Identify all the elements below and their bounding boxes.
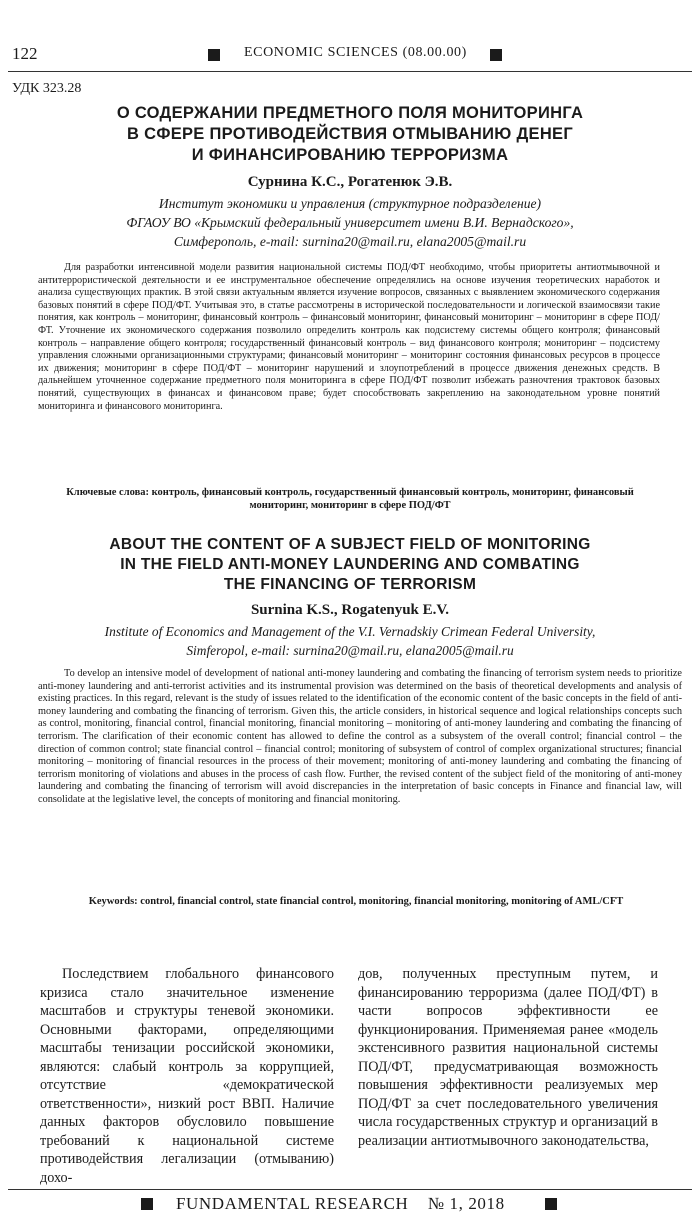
page-header bbox=[8, 40, 692, 70]
title-line: THE FINANCING OF TERRORISM bbox=[223, 576, 477, 593]
page-footer bbox=[0, 1193, 700, 1217]
affiliation-ru bbox=[0, 194, 700, 251]
affiliation-line: Institute of Economics and Management of the V.I. Vernadskiy Crimean Federal University, bbox=[104, 624, 596, 639]
keywords-ru: Ключевые слова: контроль, финансовый контроль, государственный финансовый контроль, мониторинг, финансовый мониторинг, мониторинг в сфере ПОД/ФТ bbox=[66, 487, 634, 511]
article-title-en bbox=[40, 535, 660, 595]
abstract-ru: Для разработки интенсивной модели развития национальной системы ПОД/ФТ необходимо, чтобы приоритеты антиотмывочной и антитеррористической деятельности и ее инструментальное обеспечение определялись на основе изучения теоретических наработок и анализа существующих практик. В этой связи актуальным является изучение вопросов, связанных с выявлением экономического содержания базовых понятий в сфере ПОД/ФТ. Учитывая это, в статье рассмотрены в исторической последовательности и логической взаимосвязи такие понятия, как контроль – мониторинг, финансовый контроль – финансовый мониторинг, финансовый мониторинг – мониторинг в сфере ПОД/ФТ. Уточнение их экономического содержания позволило определить контроль как подсистему системы общего контроля; финансовый контроль – направление общего контроля; государственный финансовый контроль – вид финансового контроля; мониторинг – подсистему управления сложными организационными структурами; финансовый мониторинг – мониторинг состояния финансовых ресурсов в процессе их движения; мониторинг в сфере ПОД/ФТ – мониторинг нарушений и злоупотреблений в процессе движения денежных средств. В дальнейшем уточненное содержание предметного поля мониторинга в сфере ПОД/ФТ позволит избежать разночтения трактовок базовых понятий, существующих в финансах и финансовом праве; будет способствовать закреплению на законодательном уровне понятий мониторинга и финансового мониторинга. bbox=[38, 262, 660, 412]
journal-name: FUNDAMENTAL RESEARCH bbox=[176, 1194, 409, 1213]
body-column-right: дов, полученных преступным путем, и финансированию терроризма (далее ПОД/ФТ) в части вопросов эффективности ее функционирования. Применяемая ранее «модель экстенсивного развития национальной системы ПОД/ФТ, предусматривающая возможность повышения эффективности реализуемых мер ПОД/ФТ за счет последовательного увеличения числа государственных структур и организаций в реализации антиотмывочного законодательства, bbox=[358, 966, 658, 1149]
affiliation-line: ФГАОУ ВО «Крымский федеральный университет имени В.И. Вернадского», bbox=[126, 215, 574, 230]
title-line: IN THE FIELD ANTI-MONEY LAUNDERING AND COMBATING bbox=[120, 556, 580, 573]
affiliation-en bbox=[0, 622, 700, 660]
footer-rule bbox=[8, 1189, 692, 1190]
square-bullet-icon bbox=[545, 1198, 557, 1210]
square-bullet-icon bbox=[141, 1198, 153, 1210]
journal-section: ECONOMIC SCIENCES (08.00.00) bbox=[244, 45, 467, 60]
footer-journal bbox=[176, 1194, 505, 1214]
authors-en: Surnina K.S., Rogatenyuk E.V. bbox=[250, 602, 450, 618]
title-line: В СФЕРЕ ПРОТИВОДЕЙСТВИЯ ОТМЫВАНИЮ ДЕНЕГ bbox=[127, 125, 573, 143]
abstract-en: To develop an intensive model of development of national anti-money laundering and combating the financing of terrorism system needs to prioritize anti-money laundering and anti-terrorist activities and its instrumental provision was determined on the basis of theoretical developments and analysis of existing practices. In this regard, relevant is the study of issues related to the identification of the economic content of the basic concepts in the field of anti-money laundering and combating the financing of terrorism. Given this, the article considers, in historical sequence and logical relationships concepts such as control, monitoring, financial control, financial monitoring, financial monitoring – monitoring of anti-money laundering and combating the financing of terrorism. The clarification of their economic content has allowed to define the control as a subsystem of the overall control; financial control – the direction of common control; state financial control – financial control; monitoring of subsystem of control of complex organizational structures; financial monitoring – monitoring of financial resources in the process of their movement; monitoring of anti-money laundering and combating the financing of terrorism monitoring of violations and abuses in the process of cash flow. Further, the revised content of the subject field of the monitoring of anti-money laundering and combating the financing of terrorism will avoid discrepancies in the interpretation of basic concepts in Finance and financial law, will consolidate at the legislative level, the concepts of monitoring and financial monitoring. bbox=[38, 668, 682, 805]
body-column-left: Последствием глобального финансового кризиса стало значительное изменение масштабов и структуры теневой экономики. Основными факторами, определяющими масштабы тенизации российской экономики, являются: слабый контроль за коррупцией, отсутствие «демократической ответственности», низкий рост ВВП. Наличие данных факторов обусловило повышение требований к национальной системе противодействия легализации (отмыванию) дохо- bbox=[40, 966, 334, 1186]
square-bullet-icon bbox=[208, 49, 220, 61]
square-bullet-icon bbox=[490, 49, 502, 61]
title-line: ABOUT THE CONTENT OF A SUBJECT FIELD OF MONITORING bbox=[109, 536, 591, 553]
affiliation-line: Институт экономики и управления (структурное подразделение) bbox=[158, 196, 542, 211]
affiliation-line: Simferopol, e-mail: surnina20@mail.ru, elana2005@mail.ru bbox=[186, 643, 514, 658]
keywords-en: Keywords: control, financial control, state financial control, monitoring, financial monitoring, monitoring of AML/CFT bbox=[88, 896, 624, 907]
affiliation-line: Симферополь, e-mail: surnina20@mail.ru, elana2005@mail.ru bbox=[173, 234, 527, 249]
page-number: 122 bbox=[12, 44, 38, 63]
header-rule bbox=[8, 71, 692, 72]
title-line: И ФИНАНСИРОВАНИЮ ТЕРРОРИЗМА bbox=[191, 146, 509, 164]
authors-ru: Сурнина К.С., Рогатенюк Э.В. bbox=[247, 174, 453, 190]
article-title-ru bbox=[40, 103, 660, 166]
issue-number: № 1, 2018 bbox=[427, 1194, 505, 1213]
udk-code: УДК 323.28 bbox=[12, 81, 82, 96]
title-line: О СОДЕРЖАНИИ ПРЕДМЕТНОГО ПОЛЯ МОНИТОРИНГА bbox=[116, 104, 584, 122]
